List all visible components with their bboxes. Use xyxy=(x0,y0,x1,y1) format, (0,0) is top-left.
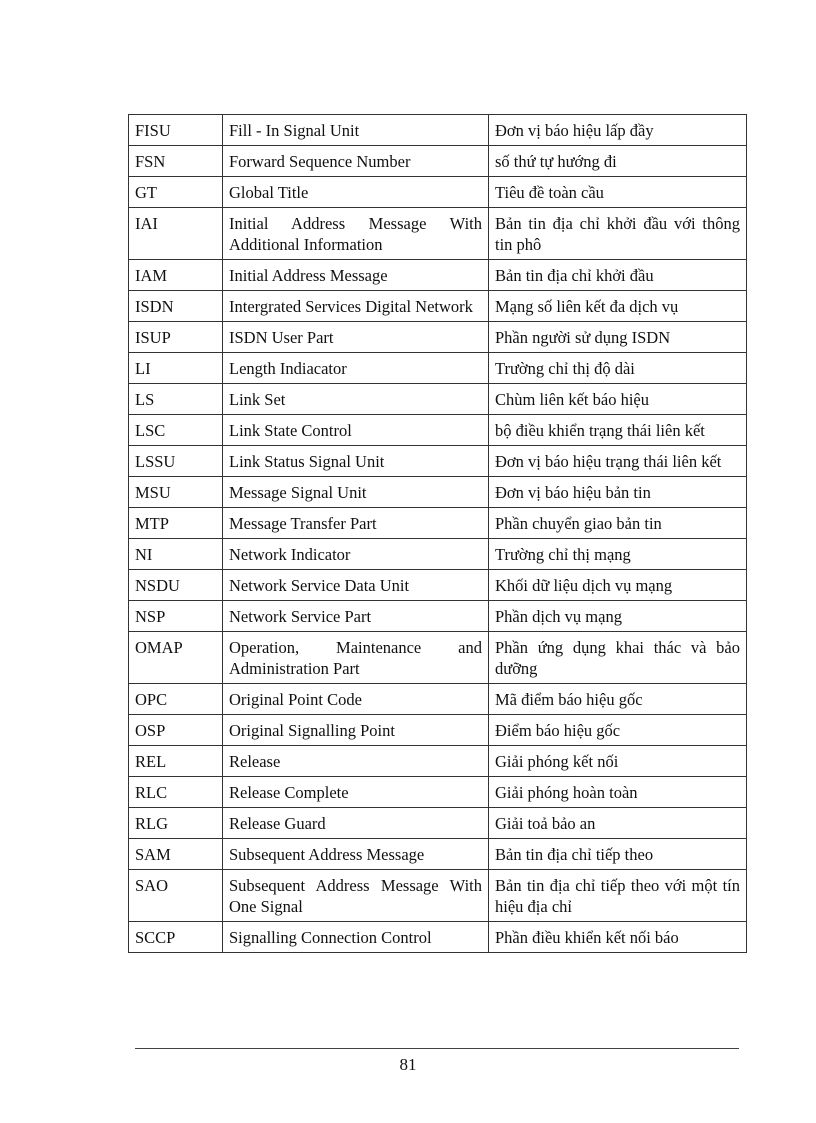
table-row xyxy=(129,446,747,477)
vietnamese-term-cell: Mã điểm báo hiệu gốc xyxy=(489,684,747,715)
abbreviation-cell: REL xyxy=(129,746,223,777)
abbreviation-cell: SCCP xyxy=(129,922,223,953)
english-term-cell: Release xyxy=(223,746,489,777)
table-row xyxy=(129,870,747,922)
table-row xyxy=(129,115,747,146)
vietnamese-term-cell: Tiêu đề toàn cầu xyxy=(489,177,747,208)
vietnamese-term-cell: Phần điều khiển kết nối báo xyxy=(489,922,747,953)
vietnamese-term-cell: Đơn vị báo hiệu bản tin xyxy=(489,477,747,508)
abbreviation-cell: IAI xyxy=(129,208,223,260)
abbreviation-cell: SAM xyxy=(129,839,223,870)
vietnamese-term-cell: số thứ tự hướng đi xyxy=(489,146,747,177)
table-row xyxy=(129,808,747,839)
vietnamese-term-cell: Phần người sử dụng ISDN xyxy=(489,322,747,353)
vietnamese-term-cell: Giải phóng kết nối xyxy=(489,746,747,777)
abbreviation-cell: IAM xyxy=(129,260,223,291)
english-term-cell: Network Service Data Unit xyxy=(223,570,489,601)
vietnamese-term-cell: Bản tin địa chỉ tiếp theo với một tín hiệu địa chỉ xyxy=(489,870,747,922)
abbreviation-table-body xyxy=(129,115,747,953)
table-row xyxy=(129,208,747,260)
abbreviation-cell: LI xyxy=(129,353,223,384)
table-row xyxy=(129,601,747,632)
page-number: 81 xyxy=(399,1055,417,1074)
english-term-cell: Link State Control xyxy=(223,415,489,446)
vietnamese-term-cell: Điểm báo hiệu gốc xyxy=(489,715,747,746)
table-row xyxy=(129,684,747,715)
vietnamese-term-cell: Khối dữ liệu dịch vụ mạng xyxy=(489,570,747,601)
english-term-cell: Link Set xyxy=(223,384,489,415)
english-term-cell: Subsequent Address Message With One Signal xyxy=(223,870,489,922)
abbreviation-cell: NSDU xyxy=(129,570,223,601)
abbreviation-cell: OPC xyxy=(129,684,223,715)
table-row xyxy=(129,322,747,353)
table-row xyxy=(129,353,747,384)
table-row xyxy=(129,260,747,291)
table-row xyxy=(129,922,747,953)
abbreviation-cell: OSP xyxy=(129,715,223,746)
english-term-cell: Global Title xyxy=(223,177,489,208)
vietnamese-term-cell: Mạng số liên kết đa dịch vụ xyxy=(489,291,747,322)
table-row xyxy=(129,539,747,570)
table-row xyxy=(129,477,747,508)
abbreviation-table xyxy=(128,114,747,953)
abbreviation-cell: GT xyxy=(129,177,223,208)
vietnamese-term-cell: Trường chỉ thị mạng xyxy=(489,539,747,570)
vietnamese-term-cell: Bản tin địa chỉ khởi đầu xyxy=(489,260,747,291)
vietnamese-term-cell: Bản tin địa chỉ khởi đầu với thông tin phô xyxy=(489,208,747,260)
english-term-cell: Network Indicator xyxy=(223,539,489,570)
english-term-cell: ISDN User Part xyxy=(223,322,489,353)
english-term-cell: Signalling Connection Control xyxy=(223,922,489,953)
table-row xyxy=(129,632,747,684)
table-row xyxy=(129,415,747,446)
english-term-cell: Message Transfer Part xyxy=(223,508,489,539)
vietnamese-term-cell: Bản tin địa chỉ tiếp theo xyxy=(489,839,747,870)
abbreviation-cell: ISDN xyxy=(129,291,223,322)
english-term-cell: Initial Address Message With Additional Information xyxy=(223,208,489,260)
english-term-cell: Release Guard xyxy=(223,808,489,839)
table-row xyxy=(129,570,747,601)
english-term-cell: Release Complete xyxy=(223,777,489,808)
vietnamese-term-cell: Giải phóng hoàn toàn xyxy=(489,777,747,808)
abbreviation-cell: RLG xyxy=(129,808,223,839)
vietnamese-term-cell: Giải toả bảo an xyxy=(489,808,747,839)
english-term-cell: Message Signal Unit xyxy=(223,477,489,508)
vietnamese-term-cell: Phần ứng dụng khai thác và bảo dưỡng xyxy=(489,632,747,684)
abbreviation-cell: LS xyxy=(129,384,223,415)
english-term-cell: Original Signalling Point xyxy=(223,715,489,746)
abbreviation-cell: FSN xyxy=(129,146,223,177)
english-term-cell: Forward Sequence Number xyxy=(223,146,489,177)
vietnamese-term-cell: Chùm liên kết báo hiệu xyxy=(489,384,747,415)
vietnamese-term-cell: Phần dịch vụ mạng xyxy=(489,601,747,632)
table-row xyxy=(129,146,747,177)
abbreviation-cell: ISUP xyxy=(129,322,223,353)
abbreviation-cell: OMAP xyxy=(129,632,223,684)
table-row xyxy=(129,291,747,322)
footer-divider xyxy=(135,1048,739,1049)
english-term-cell: Intergrated Services Digital Network xyxy=(223,291,489,322)
abbreviation-cell: MSU xyxy=(129,477,223,508)
table-row xyxy=(129,384,747,415)
vietnamese-term-cell: Đơn vị báo hiệu lấp đầy xyxy=(489,115,747,146)
abbreviation-cell: FISU xyxy=(129,115,223,146)
english-term-cell: Initial Address Message xyxy=(223,260,489,291)
vietnamese-term-cell: Đơn vị báo hiệu trạng thái liên kết xyxy=(489,446,747,477)
abbreviation-cell: NI xyxy=(129,539,223,570)
table-row xyxy=(129,715,747,746)
english-term-cell: Network Service Part xyxy=(223,601,489,632)
table-row xyxy=(129,777,747,808)
english-term-cell: Link Status Signal Unit xyxy=(223,446,489,477)
english-term-cell: Original Point Code xyxy=(223,684,489,715)
abbreviation-cell: NSP xyxy=(129,601,223,632)
english-term-cell: Fill - In Signal Unit xyxy=(223,115,489,146)
table-row xyxy=(129,177,747,208)
abbreviation-cell: LSC xyxy=(129,415,223,446)
table-row xyxy=(129,839,747,870)
abbreviation-cell: MTP xyxy=(129,508,223,539)
vietnamese-term-cell: Trường chỉ thị độ dài xyxy=(489,353,747,384)
table-row xyxy=(129,746,747,777)
abbreviation-cell: SAO xyxy=(129,870,223,922)
table-row xyxy=(129,508,747,539)
abbreviation-cell: RLC xyxy=(129,777,223,808)
english-term-cell: Subsequent Address Message xyxy=(223,839,489,870)
abbreviation-cell: LSSU xyxy=(129,446,223,477)
vietnamese-term-cell: bộ điều khiển trạng thái liên kết xyxy=(489,415,747,446)
vietnamese-term-cell: Phần chuyển giao bản tin xyxy=(489,508,747,539)
english-term-cell: Length Indiacator xyxy=(223,353,489,384)
english-term-cell: Operation, Maintenance and Administration Part xyxy=(223,632,489,684)
